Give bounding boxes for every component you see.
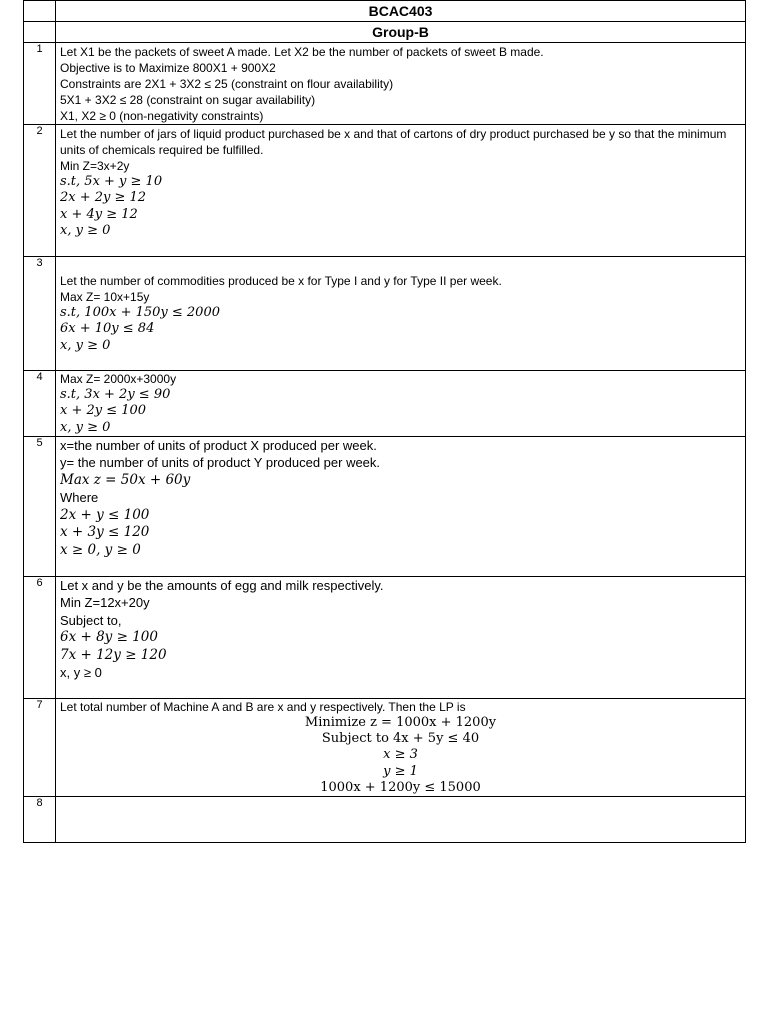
question-row-1 xyxy=(24,43,746,125)
answer-cell xyxy=(56,698,746,796)
answer-line: Minimize z = 1000x + 1200y xyxy=(304,714,497,730)
answer-line: 2x + y ≤ 100 xyxy=(60,506,150,523)
answer-line: Let the number of jars of liquid product purchased be x and that of cartons of dry product purchased be y so that the minimum units of chemicals required be fulfilled. xyxy=(60,127,727,157)
answer-line: Let the number of commodities produced be x for Type I and y for Type II per week. xyxy=(60,274,502,288)
question-row-8 xyxy=(24,797,746,843)
question-number: 2 xyxy=(24,125,56,257)
question-number: 8 xyxy=(24,797,56,843)
answer-line: 6x + 8y ≥ 100 xyxy=(60,629,158,646)
answer-line: 2x + 2y ≥ 12 xyxy=(60,190,147,206)
blank-cell xyxy=(24,22,56,43)
answer-line: s.t, 100x + 150y ≤ 2000 xyxy=(60,305,220,320)
answer-line: x + 2y ≤ 100 xyxy=(60,403,147,419)
blank-cell xyxy=(24,1,56,22)
question-number: 3 xyxy=(24,257,56,371)
answer-line: x ≥ 3 xyxy=(383,747,418,763)
answer-cell xyxy=(56,371,746,437)
answer-cell xyxy=(56,43,746,125)
question-row-5 xyxy=(24,436,746,576)
title-row xyxy=(24,1,746,22)
answer-line: x ≥ 0, y ≥ 0 xyxy=(60,541,141,558)
answer-line: y= the number of units of product Y produced per week. xyxy=(60,455,381,471)
question-number: 6 xyxy=(24,576,56,698)
answer-line: Where xyxy=(60,490,99,506)
answer-line: X1, X2 ≥ 0 (non-negativity constraints) xyxy=(60,109,264,123)
answer-line: 1000x + 1200y ≤ 15000 xyxy=(320,780,481,796)
answer-line: s.t, 5x + y ≥ 10 xyxy=(60,174,163,189)
answer-line: x, y ≥ 0 xyxy=(60,222,111,238)
answer-line: Min Z=12x+20y xyxy=(60,595,150,611)
answer-line: x, y ≥ 0 xyxy=(60,337,111,353)
answer-line: Max Z= 2000x+3000y xyxy=(60,372,177,386)
answer-line: x + 4y ≥ 12 xyxy=(60,206,138,222)
answer-cell xyxy=(56,797,746,843)
question-row-6 xyxy=(24,576,746,698)
answer-line: Min Z=3x+2y xyxy=(60,159,130,173)
answer-line: x, y ≥ 0 xyxy=(60,419,111,435)
answer-line: Max Z= 10x+15y xyxy=(60,290,150,304)
answer-line: s.t, 3x + 2y ≤ 90 xyxy=(60,387,171,402)
answer-line: Constraints are 2X1 + 3X2 ≤ 25 (constraint on flour availability) xyxy=(60,77,394,91)
question-number: 7 xyxy=(24,698,56,796)
question-number: 1 xyxy=(24,43,56,125)
answer-cell xyxy=(56,576,746,698)
answer-cell xyxy=(56,436,746,576)
question-row-4 xyxy=(24,371,746,437)
answer-line: x=the number of units of product X produced per week. xyxy=(60,437,377,453)
answer-line: 7x + 12y ≥ 120 xyxy=(60,646,167,663)
question-number: 4 xyxy=(24,371,56,437)
question-number: 5 xyxy=(24,436,56,576)
answer-line: Let X1 be the packets of sweet A made. Let X2 be the number of packets of sweet B made. xyxy=(60,45,544,59)
question-row-2 xyxy=(24,125,746,257)
answer-line: Subject to 4x + 5y ≤ 40 xyxy=(321,731,480,747)
answer-line: x, y ≥ 0 xyxy=(60,665,102,681)
answer-line: Max z = 50x + 60y xyxy=(60,471,191,488)
answer-table xyxy=(23,0,746,843)
answer-line: y ≥ 1 xyxy=(383,763,418,779)
answer-line: Let total number of Machine A and B are x and y respectively. Then the LP is xyxy=(60,699,466,714)
answer-line: Objective is to Maximize 800X1 + 900X2 xyxy=(60,61,276,75)
answer-line: 5X1 + 3X2 ≤ 28 (constraint on sugar availability) xyxy=(60,93,316,107)
group-title: Group-B xyxy=(56,22,746,43)
paper-code: BCAC403 xyxy=(56,1,746,22)
question-row-3 xyxy=(24,257,746,371)
answer-line: Subject to, xyxy=(60,612,122,628)
answer-cell xyxy=(56,257,746,371)
group-row xyxy=(24,22,746,43)
answer-line: 6x + 10y ≤ 84 xyxy=(60,321,155,337)
answer-line: x + 3y ≤ 120 xyxy=(60,524,150,541)
question-row-7 xyxy=(24,698,746,796)
answer-line: Let x and y be the amounts of egg and milk respectively. xyxy=(60,577,384,593)
answer-cell xyxy=(56,125,746,257)
